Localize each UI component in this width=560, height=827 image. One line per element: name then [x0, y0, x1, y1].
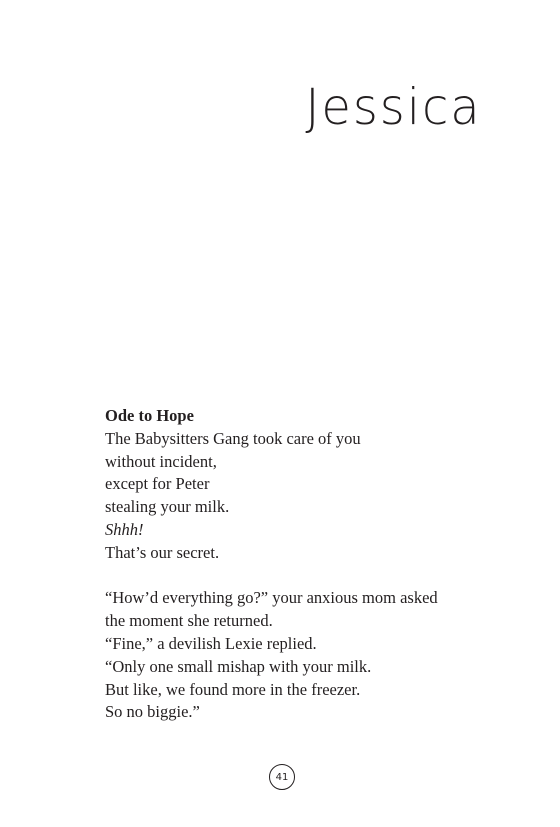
poem-line: “Only one small mishap with your milk.: [105, 656, 372, 676]
poem-line: without incident,: [105, 451, 217, 471]
poem-line: That’s our secret.: [105, 542, 220, 562]
page-number: 41: [269, 764, 295, 790]
poem-line: except for Peter: [105, 474, 210, 494]
poem-line: The Babysitters Gang took care of you: [105, 428, 361, 448]
poem-title: Ode to Hope: [105, 406, 194, 425]
poem-line: stealing your milk.: [105, 497, 230, 517]
chapter-title: Jessica: [305, 78, 482, 136]
poem-line: “Fine,” a devilish Lexie replied.: [105, 633, 317, 653]
poem-line: the moment she returned.: [105, 611, 273, 631]
poem-line-italic: Shhh!: [105, 519, 144, 539]
poem-line: So no biggie.”: [105, 702, 200, 722]
poem-line: But like, we found more in the freezer.: [105, 679, 361, 699]
stanza-break: [105, 565, 505, 588]
poem-line: “How’d everything go?” your anxious mom asked: [105, 588, 438, 608]
poem: [105, 405, 505, 724]
